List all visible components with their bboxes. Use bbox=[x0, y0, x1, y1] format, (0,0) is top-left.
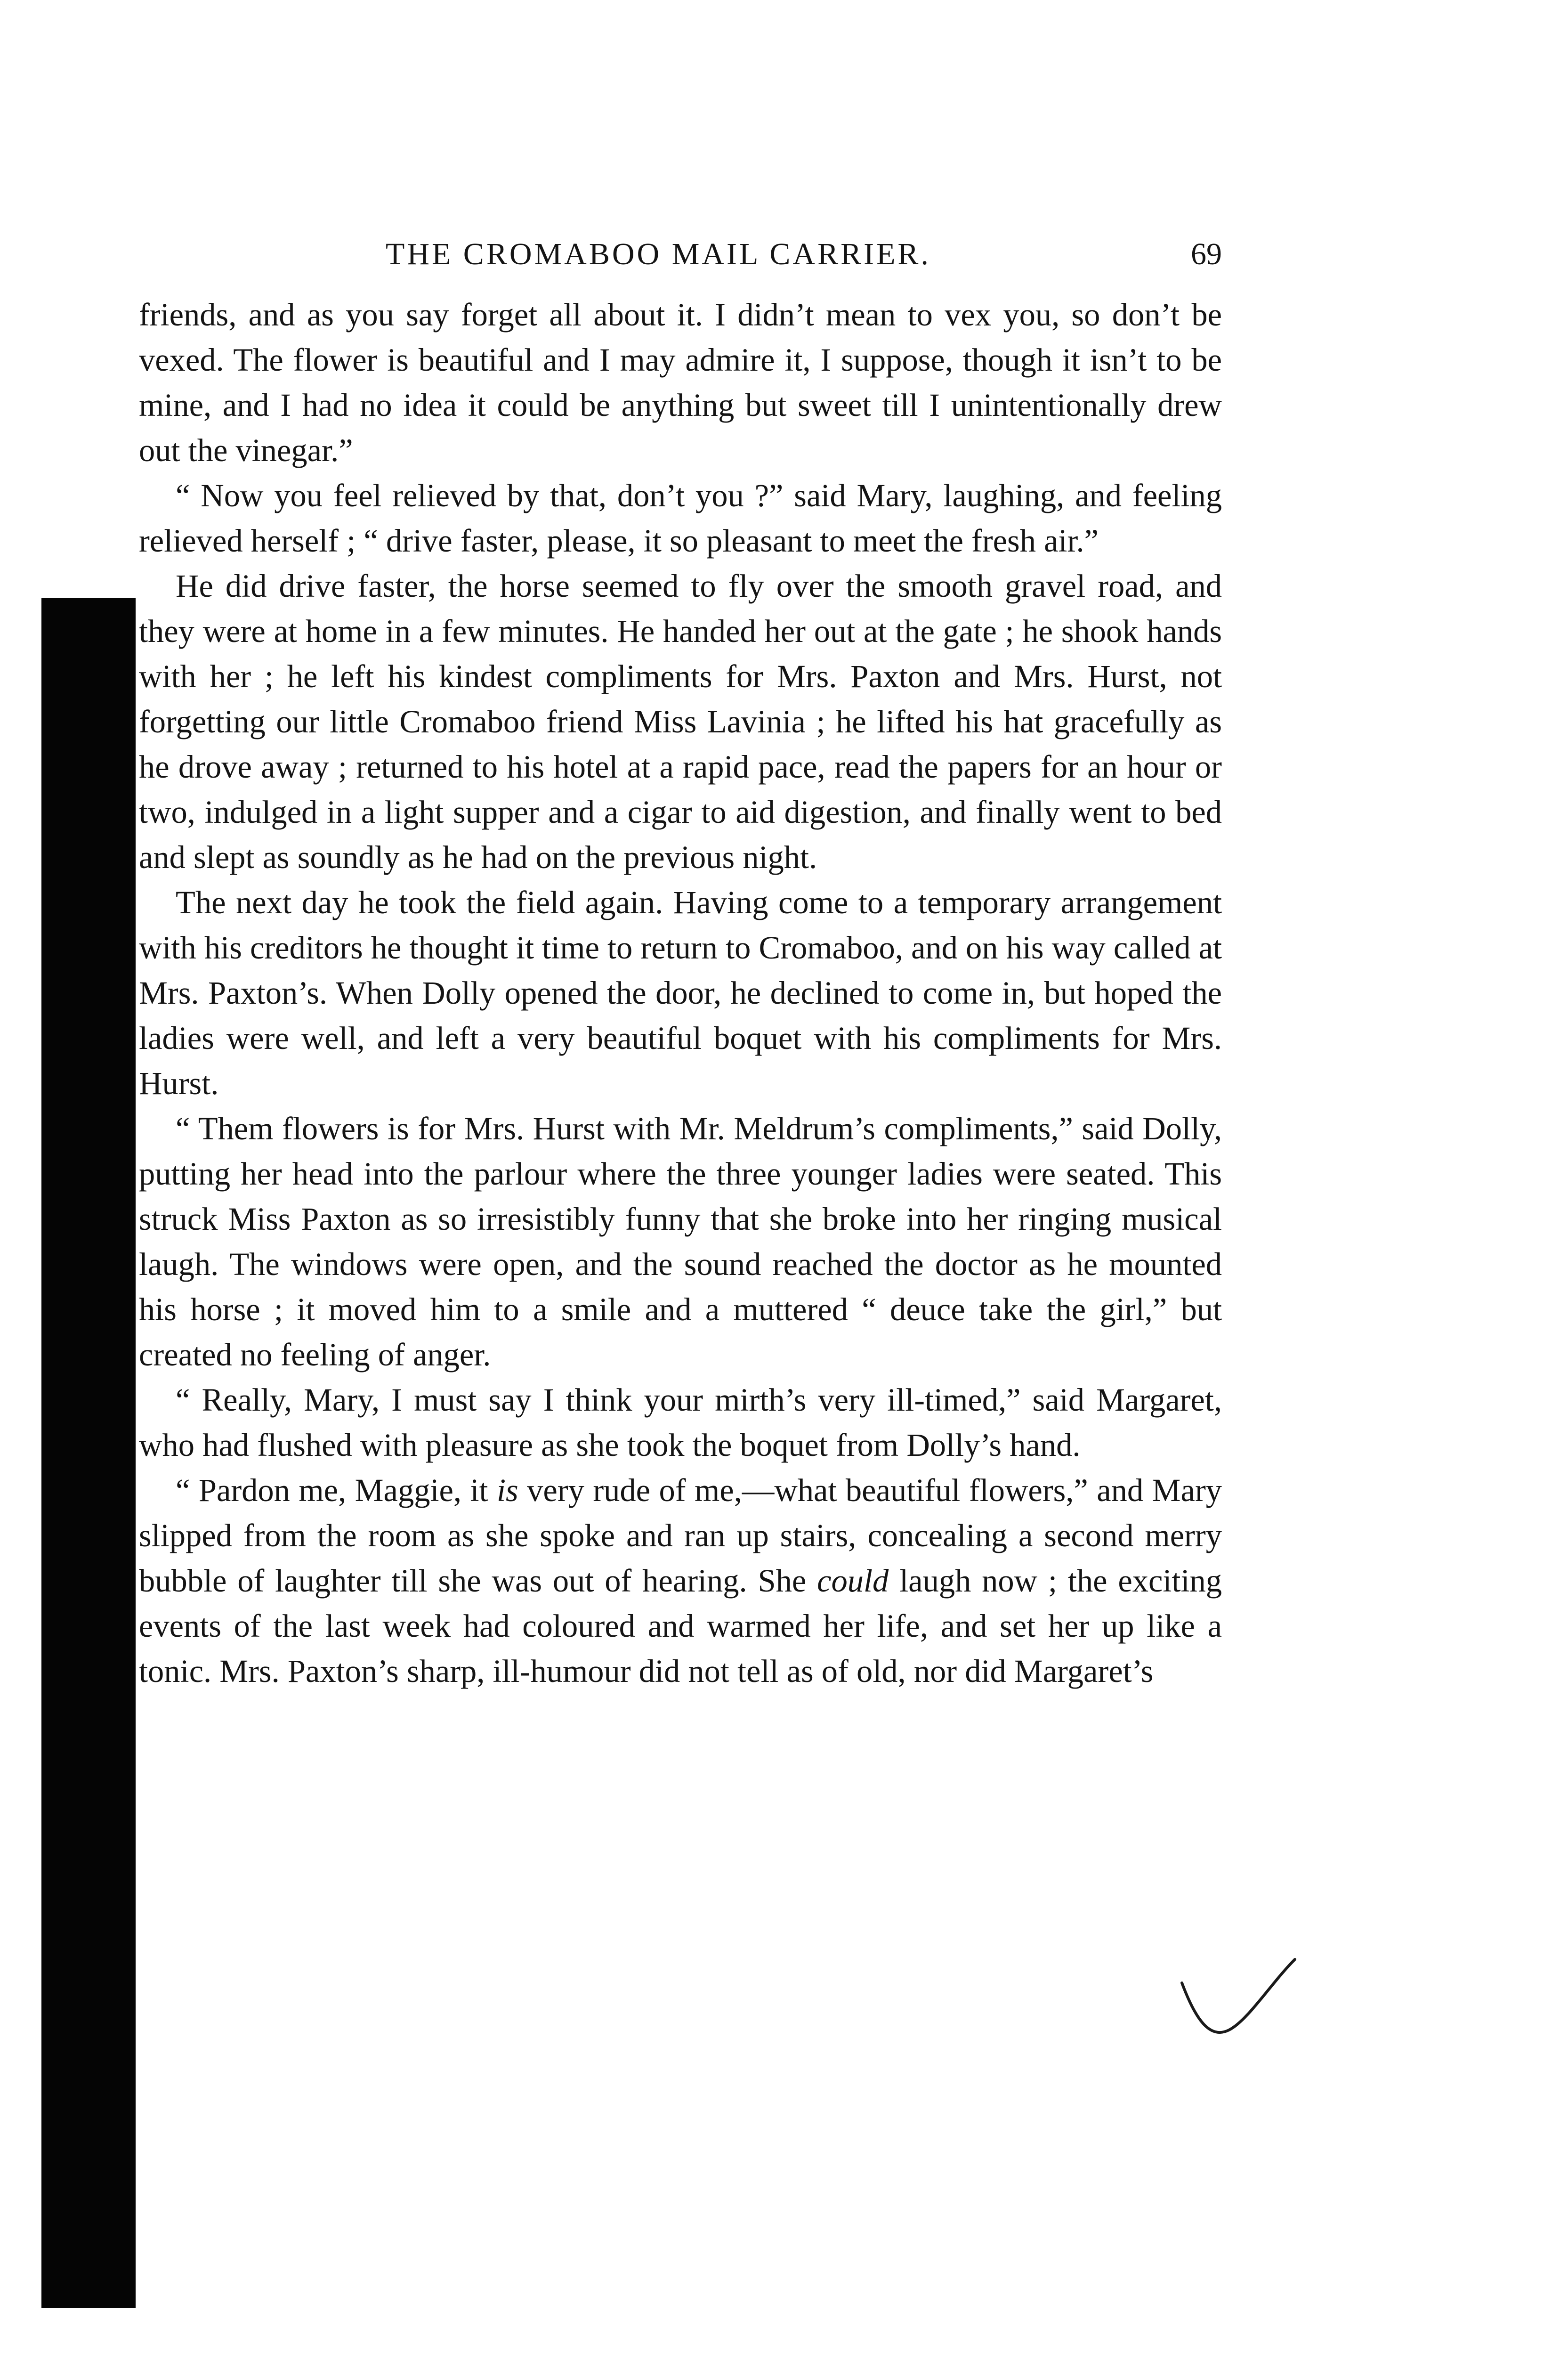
emphasis-is: is bbox=[497, 1472, 518, 1508]
running-title: THE CROMABOO MAIL CARRIER. bbox=[386, 237, 931, 271]
paragraph-7-part-1: “ Pardon me, Maggie, it bbox=[176, 1472, 497, 1508]
paragraph-7-part-3: laugh now ; the exciting events of the last week had coloured and warmed her life, and set her up like a tonic. Mrs. Paxton’s sharp, ill-humour did not tell as of old, nor did Margaret’s bbox=[139, 1563, 1222, 1689]
running-head bbox=[139, 221, 1222, 278]
paragraph-4: The next day he took the field again. Having come to a temporary arrangement with his creditors he thought it time to return to Cromaboo, and on his way called at Mrs. Paxton’s. When Dolly opened the door, he declined to come in, but hoped the ladies were well, and left a very beautiful boquet with his compliments for Mrs. Hurst. bbox=[139, 885, 1222, 1101]
paragraph-7 bbox=[139, 1468, 1222, 1694]
book-page bbox=[139, 221, 1222, 1694]
page-number: 69 bbox=[1191, 237, 1222, 271]
paragraph-7-part-2: very rude of me,—what beautiful flowers,” and Mary slipped from the room as she spoke and ran up stairs, concealing a second merry bubble of laughter till she was out of hearing. She bbox=[139, 1472, 1222, 1599]
pencil-check-mark-icon bbox=[1177, 1950, 1300, 2054]
paragraph-5: “ Them flowers is for Mrs. Hurst with Mr. Meldrum’s compliments,” said Dolly, putting her head into the parlour where the three younger ladies were seated. This struck Miss Paxton as so irresistibly funny that she broke into her ringing musical laugh. The windows were open, and the sound reached the doctor as he mounted his horse ; it moved him to a smile and a muttered “ deuce take the girl,” but created no feeling of anger. bbox=[139, 1111, 1222, 1372]
paragraph-2: “ Now you feel relieved by that, don’t you ?” said Mary, laughing, and feeling relieved herself ; “ drive faster, please, it so pleasant to meet the fresh air.” bbox=[139, 478, 1222, 559]
paragraph-6: “ Really, Mary, I must say I think your mirth’s very ill-timed,” said Margaret, who had flushed with pleasure as she took the boquet from Dolly’s hand. bbox=[139, 1382, 1222, 1463]
emphasis-could: could bbox=[817, 1563, 889, 1599]
body-text bbox=[139, 292, 1222, 1694]
paragraph-3: He did drive faster, the horse seemed to fly over the smooth gravel road, and they were at home in a few minutes. He handed her out at the gate ; he shook hands with her ; he left his kindest compliments for Mrs. Paxton and Mrs. Hurst, not forgetting our little Cromaboo friend Miss Lavinia ; he lifted his hat gracefully as he drove away ; returned to his hotel at a rapid pace, read the papers for an hour or two, indulged in a light supper and a cigar to aid digestion, and finally went to bed and slept as soundly as he had on the previous night. bbox=[139, 568, 1222, 875]
scan-edge-shadow bbox=[41, 598, 136, 2308]
paragraph-1: friends, and as you say forget all about it. I didn’t mean to vex you, so don’t be vexed. The flower is beautiful and I may admire it, I suppose, though it isn’t to be mine, and I had no idea it could be anything but sweet till I unintentionally drew out the vinegar.” bbox=[139, 297, 1222, 468]
